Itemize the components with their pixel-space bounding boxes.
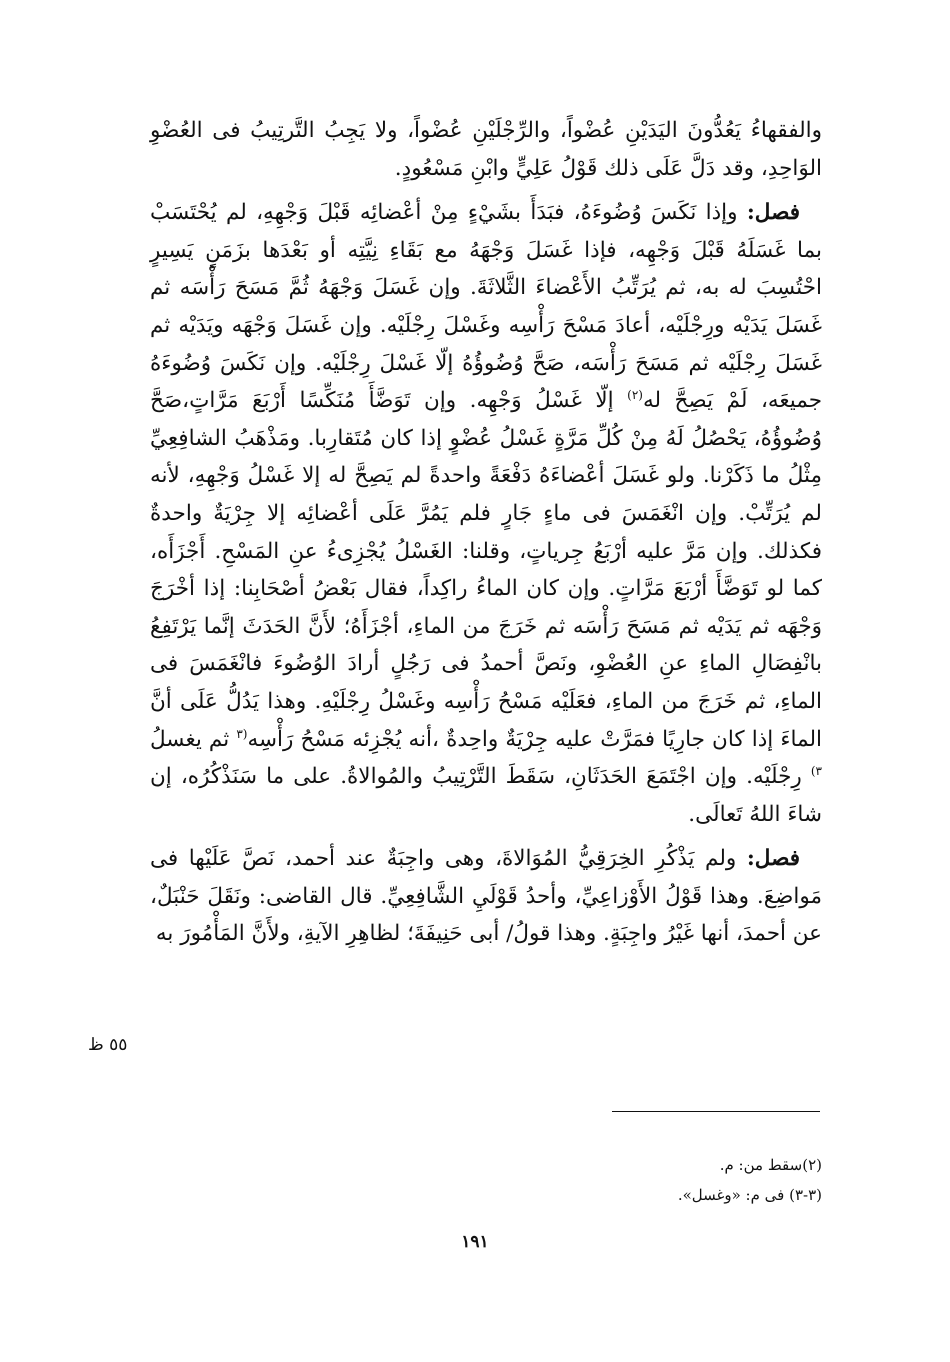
margin-note: ٥٥ ظ [88,1035,128,1055]
section-label: فصل: [746,846,800,872]
text-run: وإذا نَكَسَ وُضُوءَهُ، فبَدَأَ بشَيْءٍ مِنْ أعْضائِه قَبْلَ وَجْهِهِ، لم يُحْتَسَبْ بما غَسَلَهُ قَبْلَ وَجْهِه، فإذا غَسَلَ وَجْهَهُ مع بَقَاءِ نِيَّتِه أو بَعْدَها بزَمَنٍ يَسِيرٍ احْتُسِبَ له به، ثم يُرَتِّبُ الأَعْضاءَ الثَّلاثَةَ. وإن غَسَلَ وَجْهَهُ ثُمَّ مَسَحَ رَأْسَه ثم غَسَلَ يَدَيْه ورِجْلَيْه، أعادَ مَسْحَ رَأْسِه وغَسْلَ رِجْلَيْه. وإن غَسَلَ وَجْهَه ويَدَيْه ثم غَسَلَ رِجْلَيْه ثم مَسَحَ رَأْسَه، صَحَّ وُضُوؤُهُ إلّا غَسْلَ رِجْلَيْه. وإن نَكَسَ وُضُوءَهُ جميعَه، لَمْ يَصِحَّ له [150,200,822,414]
footnote: (٢)سقط من: م. [719,1156,822,1174]
text-run: ثم يغسلُ [150,726,237,752]
page-number: ١٩١ [461,1232,489,1252]
footnote-ref: ٣) [810,763,822,778]
footnote-ref: (٢) [627,388,643,402]
footnotes [150,1150,822,1210]
text-run: ولم يَذْكُرِ الخِرَقِيُّ المُوَالاةَ، وهى واجِبَةٌ عند أحمد، نَصَّ عَلَيْها فى مَواضِعَ. وهذا قَوْلُ الأَوْزاعِيِّ، وأحدُ قَوْلَيِ الشَّافِعِيِّ. قال القاضى: ونَقَلَ حَنْبَلٌ، عن أحمدَ، أنها غَيْرُ واجِبَةٍ. وهذا قولُ/ أبى حَنِيفَةَ؛ لظاهِرِ الآيةِ، ولأَنَّ المَأْمُورَ به [150,846,822,947]
footnote-ref: (٣ [236,726,248,741]
paragraph [150,194,822,833]
text-run: إلّا غَسْلُ وَجْهِه. وإن تَوَضَّأَ مُنَكِّسًا أَرْبَعَ مَرَّاتٍ،صَحَّ وُضُوؤُهُ، يَحْصُلُ لَهُ مِنْ كُلِّ مَرَّةٍ غَسْلُ عُضْوٍ إذا كان مُتَقارِبا. ومَذْهَبُ الشافِعِيِّ مِثْلُ ما ذَكَرْنا. ولو غَسَلَ أعْضاءَهُ دَفْعَةً واحدةً لم يَصِحَّ له إلا غَسْلُ وَجْهِهِ، لأنه لم يُرَتِّبْ. وإن انْغَمَسَ فى ماءٍ جَارٍ فلم يَمُرَّ عَلَى أعْضائِه إلا جِرْيَةٌ واحدةٌ فكذلك. وإن مَرَّ عليه أرْبَعُ جِرياتٍ، وقلنا: الغَسْلُ يُجْزِىءُ عنِ المَسْحِ. أَجْزَأَه، كما لو تَوَضَّأَ أرْبَعَ مَرَّاتٍ. وإن كان الماءُ راكِداً، فقال بَعْضُ أصْحَابِنا: إذا أخْرَجَ وَجْهَه ثم يَدَيْه ثم مَسَحَ رَأْسَه ثم خَرَجَ من الماءِ، أجْزَأَهُ؛ لأَنَّ الحَدَثَ إنَّما يَرْتَفِعُ بانْفِصَالِ الماءِ عنِ العُضْوِ، ونَصَّ أحمدُ فى رَجُلٍ أرادَ الوُضُوءَ فانْغَمَسَ فى الماءِ، ثم خَرَجَ من الماءِ، فعَلَيْه مَسْحُ رَأْسِه وغَسْلُ رِجْلَيْهِ. وهذا يَدُلُّ عَلَى أنَّ الماءَ إذا كان جارِيًا فمَرَّتْ عليه جِرْيَةٌ واحِدةٌ ،أنه يُجْزِئه مَسْحُ رَأْسِه [150,388,822,752]
body-text [150,112,822,960]
paragraph [150,112,822,187]
footnote-separator [612,1111,820,1112]
text-run: رِجْلَيْه. وإن اجْتَمَعَ الحَدَثَانِ، سَقَطَ التَّرْتِيبُ والمُوالاةُ. على ما سَنَذْكُرُه، إن شاءَ اللهُ تَعالَى. [150,764,822,827]
text-run: والفقهاءُ يَعُدُّونَ اليَدَيْنِ عُضْواً، والرِّجْلَيْنِ عُضْواً، ولا يَجِبُ التَّرتِيبُ فى العُضْوِ الوَاحِدِ، وقد دَلَّ عَلَى ذلك قَوْلُ عَلِيٍّ وابْنِ مَسْعُودٍ. [150,118,822,181]
footnote: (٣-٣) فى م: «وغسل». [677,1186,822,1204]
paragraph [150,840,822,953]
section-label: فصل: [746,200,800,226]
